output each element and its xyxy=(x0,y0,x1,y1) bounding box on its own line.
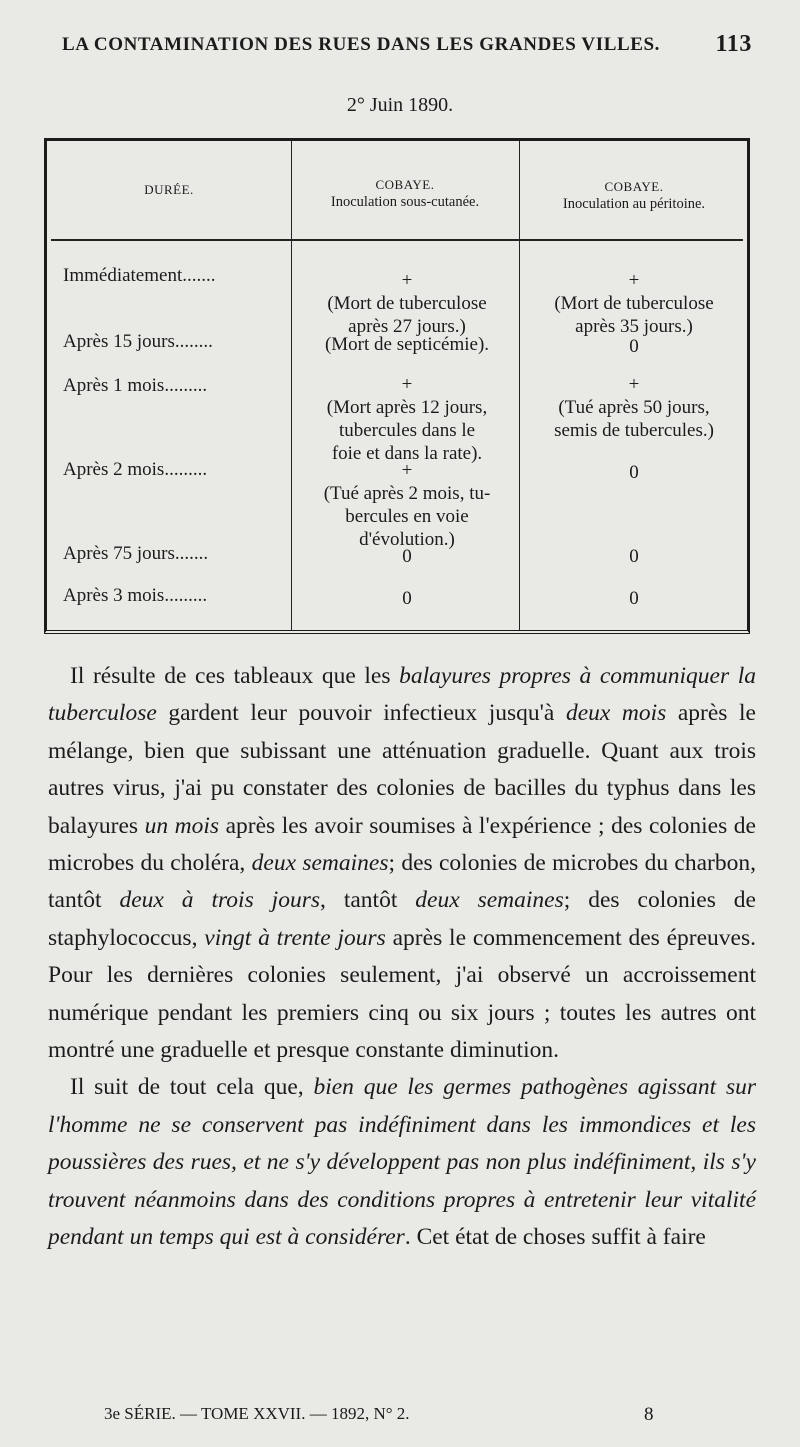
italic-run: deux semaines xyxy=(415,887,564,914)
italic-run: deux semaines xyxy=(251,850,389,877)
cell-sc: + (Mort après 12 jours, tubercules dans le foie et dans la rate). xyxy=(326,374,488,464)
row-label: Après 75 jours....... xyxy=(63,543,209,564)
cell-per: 0 xyxy=(629,336,639,357)
running-head xyxy=(62,31,752,57)
text-run: gardent leur pouvoir infectieux jusqu'à xyxy=(156,700,566,727)
cell-per: + (Tué après 50 jours, semis de tubercules.) xyxy=(554,374,714,441)
italic-run: deux à trois jours xyxy=(119,887,320,914)
footer xyxy=(104,1404,664,1424)
italic-run: balayures propres à communiquer la tuberculose xyxy=(48,663,756,727)
results-table xyxy=(44,138,750,634)
header-rule xyxy=(51,239,743,241)
series-line: 3e SÉRIE. — TOME XXVII. — 1892, N° 2. xyxy=(104,1404,410,1423)
body-text xyxy=(48,658,756,1257)
page-number: 113 xyxy=(715,31,752,57)
cell-sc: + (Mort de tuberculose après 27 jours.) xyxy=(327,270,487,337)
text-run: ; des colonies de microbes du charbon, tantôt xyxy=(48,850,756,914)
text-run: , tantôt xyxy=(320,887,416,914)
column-divider xyxy=(291,141,292,630)
row-label: Après 3 mois......... xyxy=(63,585,208,606)
header-cobaye-per-sub: Inoculation au péritoine. xyxy=(562,196,706,213)
text-run: . Cet état de choses suffit à faire xyxy=(404,1224,706,1251)
text-run: Il suit de tout cela que, xyxy=(70,1074,314,1101)
text-run: ; des colonies de staphylococcus, xyxy=(48,887,756,951)
row-label: Immédiatement....... xyxy=(63,265,216,286)
row-label: Après 2 mois......... xyxy=(63,459,208,480)
paragraph xyxy=(48,1069,756,1256)
header-duree: DURÉE. xyxy=(144,182,194,197)
cell-sc: + (Tué après 2 mois, tu- bercules en voie d'évolution.) xyxy=(323,460,491,550)
cell-per: 0 xyxy=(629,588,639,609)
row-label: Après 15 jours........ xyxy=(63,331,213,352)
header-cobaye-sc-sub: Inoculation sous-cutanée. xyxy=(330,194,480,211)
running-title: LA CONTAMINATION DES RUES DANS LES GRANDES VILLES. xyxy=(62,34,661,55)
italic-run: vingt à trente jours xyxy=(204,924,386,951)
text-run: après le mélange, bien que subissant une atténuation graduelle. Quant aux trois autres virus, j'ai pu constater des colonies de bacilles du typhus dans les balayures xyxy=(48,700,756,839)
column-divider xyxy=(519,141,520,630)
row-label: Après 1 mois......... xyxy=(63,375,208,396)
table-date: 2° Juin 1890. xyxy=(346,94,454,116)
header-cobaye-per xyxy=(521,179,747,213)
text-run: après le commencement des épreuves. Pour les dernières colonies seulement, j'ai observé un accroissement numérique pendant les premiers cinq ou six jours ; toutes les autres ont montré une graduelle et presque constante diminution. xyxy=(48,924,756,1064)
text-run: Il résulte de ces tableaux que les xyxy=(70,663,400,689)
cell-per: 0 xyxy=(629,546,639,567)
cell-per: 0 xyxy=(629,462,639,483)
header-cobaye-sc-title: COBAYE. xyxy=(375,177,435,192)
italic-run: bien que les germes pathogènes agissant sur l'homme ne se conservent pas indéfiniment dans les immondices et les poussières des rues, et ne s'y développent pas non plus indéfiniment, ils s'y trouvent néanmoins dans des conditions propres à entretenir leur vitalité pendant un temps qui est à considérer xyxy=(48,1074,756,1251)
italic-run: deux mois xyxy=(565,700,667,727)
text-run: après les avoir soumises à l'expérience ; des colonies de microbes du choléra, xyxy=(48,812,756,877)
cell-sc: (Mort de septicémie). xyxy=(324,334,490,355)
signature-mark: 8 xyxy=(644,1404,654,1425)
italic-run: un mois xyxy=(144,812,220,839)
header-cobaye-sc xyxy=(293,177,517,211)
paragraph xyxy=(48,658,756,1069)
header-cobaye-per-title: COBAYE. xyxy=(604,179,664,194)
cell-sc: 0 xyxy=(402,588,412,609)
cell-sc: 0 xyxy=(402,546,412,567)
cell-per: + (Mort de tuberculose après 35 jours.) xyxy=(554,270,714,337)
